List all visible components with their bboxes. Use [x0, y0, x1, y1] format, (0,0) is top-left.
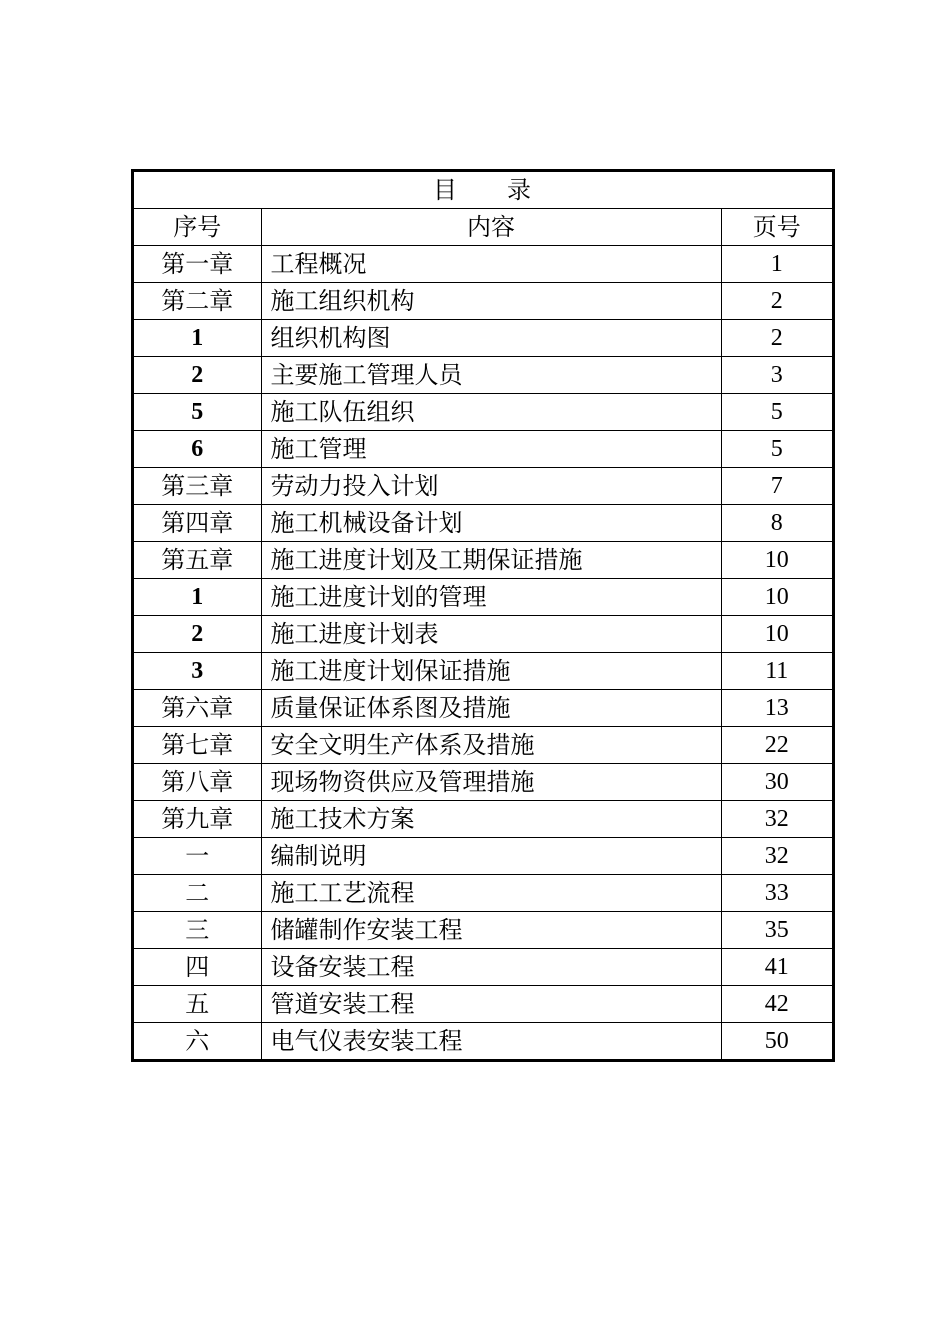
toc-row-content: 施工工艺流程 — [261, 875, 721, 912]
toc-row-page: 2 — [721, 283, 834, 320]
toc-row-page: 13 — [721, 690, 834, 727]
toc-row-number: 二 — [133, 875, 262, 912]
toc-row-number: 六 — [133, 1023, 262, 1061]
toc-row-number: 1 — [133, 320, 262, 357]
toc-row-page: 41 — [721, 949, 834, 986]
toc-row-page: 10 — [721, 616, 834, 653]
toc-row-content: 施工队伍组织 — [261, 394, 721, 431]
toc-row-number: 三 — [133, 912, 262, 949]
toc-row-content: 储罐制作安装工程 — [261, 912, 721, 949]
toc-row-content: 编制说明 — [261, 838, 721, 875]
toc-row — [133, 283, 834, 320]
toc-row-page: 32 — [721, 801, 834, 838]
toc-row — [133, 801, 834, 838]
toc-row-number: 5 — [133, 394, 262, 431]
toc-row-content: 组织机构图 — [261, 320, 721, 357]
toc-row-page: 1 — [721, 246, 834, 283]
toc-row-number: 一 — [133, 838, 262, 875]
toc-row-content: 施工组织机构 — [261, 283, 721, 320]
toc-row-page: 3 — [721, 357, 834, 394]
toc-row — [133, 838, 834, 875]
toc-row — [133, 579, 834, 616]
toc-row-number: 2 — [133, 616, 262, 653]
toc-row-content: 现场物资供应及管理措施 — [261, 764, 721, 801]
toc-title-left: 目 — [433, 176, 459, 204]
toc-row — [133, 986, 834, 1023]
toc-row-number: 第七章 — [133, 727, 262, 764]
toc-row — [133, 320, 834, 357]
toc-row-number: 6 — [133, 431, 262, 468]
toc-row-content: 电气仪表安装工程 — [261, 1023, 721, 1061]
toc-row — [133, 394, 834, 431]
toc-row-page: 11 — [721, 653, 834, 690]
toc-title-row — [133, 171, 834, 209]
toc-row-number: 第八章 — [133, 764, 262, 801]
toc-row — [133, 1023, 834, 1061]
toc-row-number: 3 — [133, 653, 262, 690]
toc-row-number: 五 — [133, 986, 262, 1023]
toc-row-number: 第九章 — [133, 801, 262, 838]
toc-row-number: 第三章 — [133, 468, 262, 505]
toc-row-content: 施工管理 — [261, 431, 721, 468]
toc-row-page: 50 — [721, 1023, 834, 1061]
toc-row — [133, 875, 834, 912]
toc-row-content: 管道安装工程 — [261, 986, 721, 1023]
toc-row — [133, 431, 834, 468]
toc-row-number: 第六章 — [133, 690, 262, 727]
toc-row — [133, 764, 834, 801]
toc-title — [133, 171, 834, 209]
toc-table — [131, 169, 835, 1062]
toc-row — [133, 468, 834, 505]
toc-row-content: 施工进度计划及工期保证措施 — [261, 542, 721, 579]
toc-row-content: 施工进度计划的管理 — [261, 579, 721, 616]
toc-row — [133, 357, 834, 394]
toc-row-content: 安全文明生产体系及措施 — [261, 727, 721, 764]
toc-row — [133, 690, 834, 727]
toc-row-content: 工程概况 — [261, 246, 721, 283]
toc-row-number: 第四章 — [133, 505, 262, 542]
toc-row-number: 第五章 — [133, 542, 262, 579]
toc-row — [133, 912, 834, 949]
header-content: 内容 — [261, 209, 721, 246]
toc-row-number: 第一章 — [133, 246, 262, 283]
toc-row-page: 10 — [721, 542, 834, 579]
toc-row-page: 8 — [721, 505, 834, 542]
toc-header-row — [133, 209, 834, 246]
toc-row — [133, 727, 834, 764]
toc-row — [133, 653, 834, 690]
toc-row-content: 劳动力投入计划 — [261, 468, 721, 505]
toc-row-content: 施工进度计划表 — [261, 616, 721, 653]
toc-row-number: 四 — [133, 949, 262, 986]
toc-row-page: 30 — [721, 764, 834, 801]
toc-title-right: 录 — [507, 176, 533, 204]
toc-row-content: 质量保证体系图及措施 — [261, 690, 721, 727]
toc-row-page: 5 — [721, 431, 834, 468]
toc-row-content: 施工技术方案 — [261, 801, 721, 838]
toc-row-page: 32 — [721, 838, 834, 875]
toc-row-page: 35 — [721, 912, 834, 949]
toc-row — [133, 505, 834, 542]
toc-row-page: 7 — [721, 468, 834, 505]
header-number: 序号 — [133, 209, 262, 246]
toc-row-page: 42 — [721, 986, 834, 1023]
toc-row — [133, 246, 834, 283]
toc-row-content: 施工进度计划保证措施 — [261, 653, 721, 690]
toc-row — [133, 616, 834, 653]
header-page: 页号 — [721, 209, 834, 246]
toc-row-number: 2 — [133, 357, 262, 394]
toc-row-content: 主要施工管理人员 — [261, 357, 721, 394]
toc-row-number: 第二章 — [133, 283, 262, 320]
toc-row — [133, 949, 834, 986]
toc-row-page: 2 — [721, 320, 834, 357]
toc-row-number: 1 — [133, 579, 262, 616]
toc-row-page: 33 — [721, 875, 834, 912]
toc-row-page: 10 — [721, 579, 834, 616]
toc-row-page: 5 — [721, 394, 834, 431]
toc-row-content: 施工机械设备计划 — [261, 505, 721, 542]
toc-row-page: 22 — [721, 727, 834, 764]
toc-row — [133, 542, 834, 579]
toc-row-content: 设备安装工程 — [261, 949, 721, 986]
